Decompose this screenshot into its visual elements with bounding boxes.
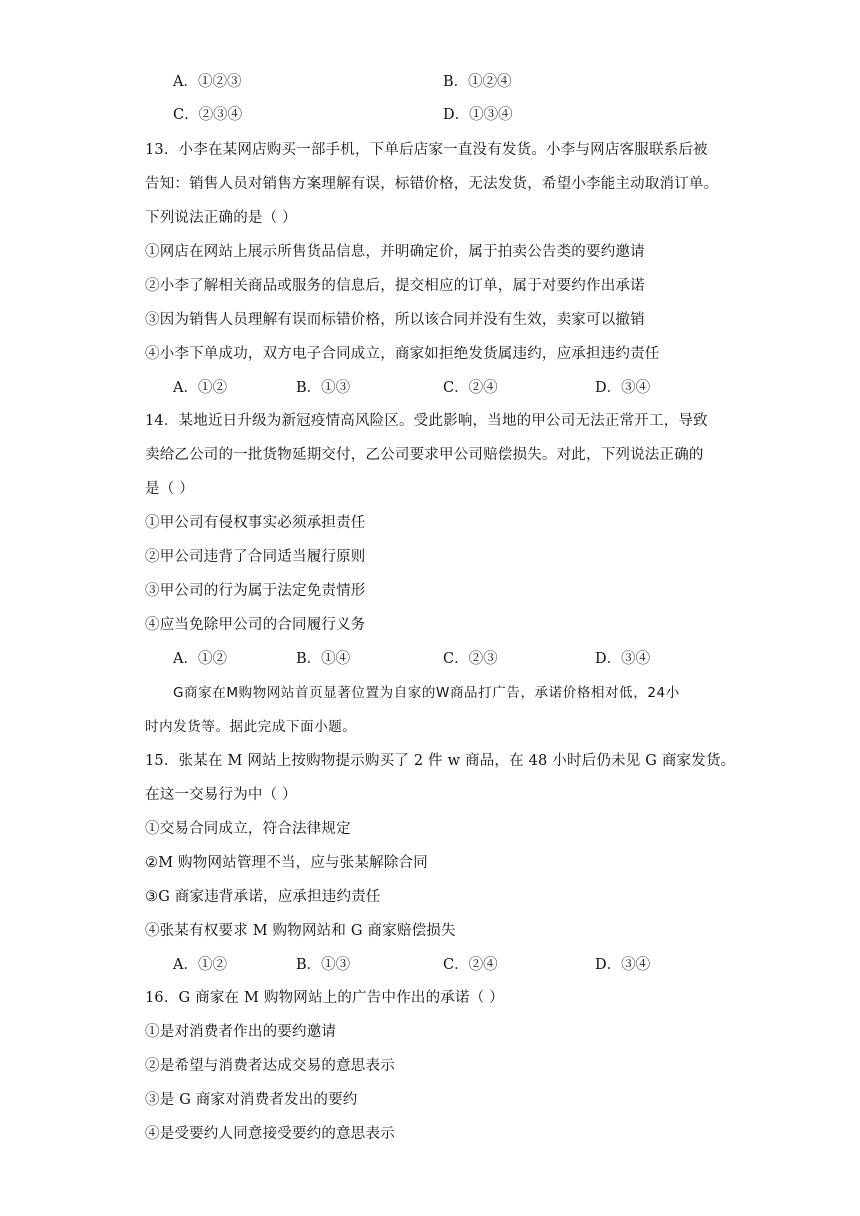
q15-option-c[interactable]: C．②④ <box>443 957 498 973</box>
q15-option-d[interactable]: D．③④ <box>595 957 651 973</box>
q14-statement-2: ②甲公司违背了合同适当履行原则 <box>145 549 366 565</box>
q13-stem-line-2: 告知：销售人员对销售方案理解有误，标错价格，无法发货，希望小李能主动取消订单。 <box>145 176 719 192</box>
q16-statement-3: ③是 G 商家对消费者发出的要约 <box>145 1092 358 1108</box>
q12-option-d[interactable]: D．①③④ <box>443 107 513 123</box>
q13-option-b[interactable]: B．①③ <box>296 380 351 396</box>
q12-option-b[interactable]: B．①②④ <box>443 74 512 90</box>
q14-stem-line-3: 是（ ） <box>145 481 194 497</box>
q16-statement-1: ①是对消费者作出的要约邀请 <box>145 1024 337 1040</box>
material-line-2: 时内发货等。据此完成下面小题。 <box>145 719 357 735</box>
q14-option-b[interactable]: B．①④ <box>296 651 351 667</box>
q15-option-b[interactable]: B．①③ <box>296 957 351 973</box>
q13-option-a[interactable]: A．①② <box>173 380 227 396</box>
q14-option-a[interactable]: A．①② <box>173 651 227 667</box>
q15-option-a[interactable]: A．①② <box>173 957 227 973</box>
q14-option-c[interactable]: C．②③ <box>443 651 498 667</box>
q15-statement-3: ③G 商家违背承诺，应承担违约责任 <box>145 889 381 905</box>
q13-statement-1: ①网店在网站上展示所售货品信息，并明确定价，属于拍卖公告类的要约邀请 <box>145 244 645 260</box>
q16-statement-2: ②是希望与消费者达成交易的意思表示 <box>145 1058 395 1074</box>
q13-statement-4: ④小李下单成功，双方电子合同成立，商家如拒绝发货属违约，应承担违约责任 <box>145 346 660 362</box>
q13-option-d[interactable]: D．③④ <box>595 380 651 396</box>
q16-stem-line-1: 16．G 商家在 M 购物网站上的广告中作出的承诺（ ） <box>145 990 504 1006</box>
q14-statement-3: ③甲公司的行为属于法定免责情形 <box>145 583 366 599</box>
q15-stem-line-2: 在这一交易行为中（ ） <box>145 787 297 803</box>
q12-option-c[interactable]: C．②③④ <box>173 107 243 123</box>
q15-statement-4: ④张某有权要求 M 购物网站和 G 商家赔偿损失 <box>145 923 456 939</box>
material-line-1: G商家在M购物网站首页显著位置为自家的W商品打广告，承诺价格相对低，24小 <box>173 685 680 701</box>
q12-option-a[interactable]: A．①②③ <box>173 74 242 90</box>
q13-stem-line-1: 13．小李在某网店购买一部手机，下单后店家一直没有发货。小李与网店客服联系后被 <box>145 142 708 158</box>
q14-statement-4: ④应当免除甲公司的合同履行义务 <box>145 617 366 633</box>
q14-statement-1: ①甲公司有侵权事实必须承担责任 <box>145 515 366 531</box>
q13-option-c[interactable]: C．②④ <box>443 380 498 396</box>
q14-stem-line-2: 卖给乙公司的一批货物延期交付，乙公司要求甲公司赔偿损失。对此，下列说法正确的 <box>145 447 704 463</box>
q16-statement-4: ④是受要约人同意接受要约的意思表示 <box>145 1126 395 1142</box>
q15-statement-1: ①交易合同成立，符合法律规定 <box>145 821 351 837</box>
q13-statement-2: ②小李了解相关商品或服务的信息后，提交相应的订单，属于对要约作出承诺 <box>145 278 645 294</box>
q14-option-d[interactable]: D．③④ <box>595 651 651 667</box>
q13-statement-3: ③因为销售人员理解有误而标错价格，所以该合同并没有生效，卖家可以撤销 <box>145 312 645 328</box>
q15-stem-line-1: 15．张某在 M 网站上按购物提示购买了 2 件 w 商品，在 48 小时后仍未见 G 商家发货。 <box>145 753 736 769</box>
q15-statement-2: ②M 购物网站管理不当，应与张某解除合同 <box>145 855 428 871</box>
q13-stem-line-3: 下列说法正确的是（ ） <box>145 210 297 226</box>
q14-stem-line-1: 14．某地近日升级为新冠疫情高风险区。受此影响，当地的甲公司无法正常开工，导致 <box>145 413 708 429</box>
